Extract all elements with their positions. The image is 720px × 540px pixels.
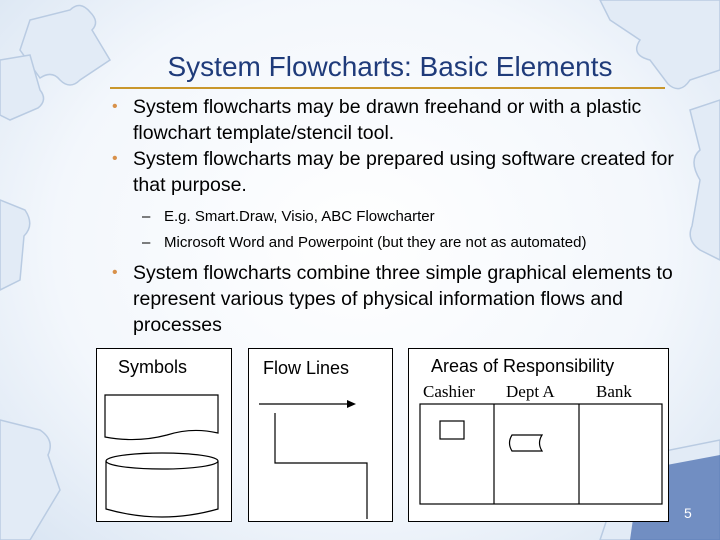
document-symbol-icon — [105, 395, 218, 440]
bullet-item — [112, 260, 692, 338]
bullet-item — [112, 94, 692, 146]
flow-lines-drawing — [249, 349, 392, 521]
column-label-cashier: Cashier — [423, 382, 475, 401]
dash-icon: – — [142, 234, 151, 251]
flow-lines-title: Flow Lines — [263, 358, 350, 378]
puzzle-piece-left-icon — [0, 200, 30, 290]
puzzle-piece-right-icon — [690, 100, 720, 260]
process-symbol-icon — [440, 421, 464, 439]
page-number: 5 — [684, 505, 692, 521]
bullet-text: System flowcharts may be prepared using software created for that purpose. — [133, 148, 674, 196]
flow-line-path — [275, 413, 367, 519]
bullet-dot-icon: • — [112, 150, 118, 167]
column-label-bank: Bank — [596, 382, 632, 401]
flow-lines-panel — [248, 348, 393, 522]
responsibility-panel — [408, 348, 669, 522]
symbols-panel — [96, 348, 232, 522]
swimlane-grid — [420, 404, 662, 504]
bullet-list — [112, 94, 692, 338]
bullet-text: System flowcharts combine three simple graphical elements to represent various types of physical information flows and processes — [133, 262, 673, 336]
arrow-right-icon — [347, 400, 356, 408]
storage-symbol-icon — [510, 435, 543, 451]
title-divider — [110, 87, 665, 89]
bullet-text: System flowcharts may be drawn freehand or with a plastic flowchart template/stencil tool. — [133, 96, 642, 144]
puzzle-piece-bottom-left-icon — [0, 420, 60, 540]
sub-bullet-item — [112, 230, 692, 256]
symbols-title: Symbols — [118, 357, 188, 377]
bullet-item — [112, 146, 692, 198]
dash-icon: – — [142, 208, 151, 225]
sub-bullet-item — [112, 204, 692, 230]
responsibility-title: Areas of Responsibility — [431, 356, 615, 376]
column-label-dept-a: Dept A — [506, 382, 555, 401]
bullet-dot-icon: • — [112, 264, 118, 281]
disk-symbol-top-icon — [106, 453, 218, 469]
symbols-drawing — [97, 349, 231, 521]
bullet-dot-icon: • — [112, 98, 118, 115]
slide-title: System Flowcharts: Basic Elements — [167, 51, 613, 82]
sub-bullet-text: E.g. Smart.Draw, Visio, ABC Flowcharter — [164, 208, 435, 225]
sub-bullet-text: Microsoft Word and Powerpoint (but they are not as automated) — [164, 234, 587, 251]
responsibility-drawing — [409, 349, 668, 521]
